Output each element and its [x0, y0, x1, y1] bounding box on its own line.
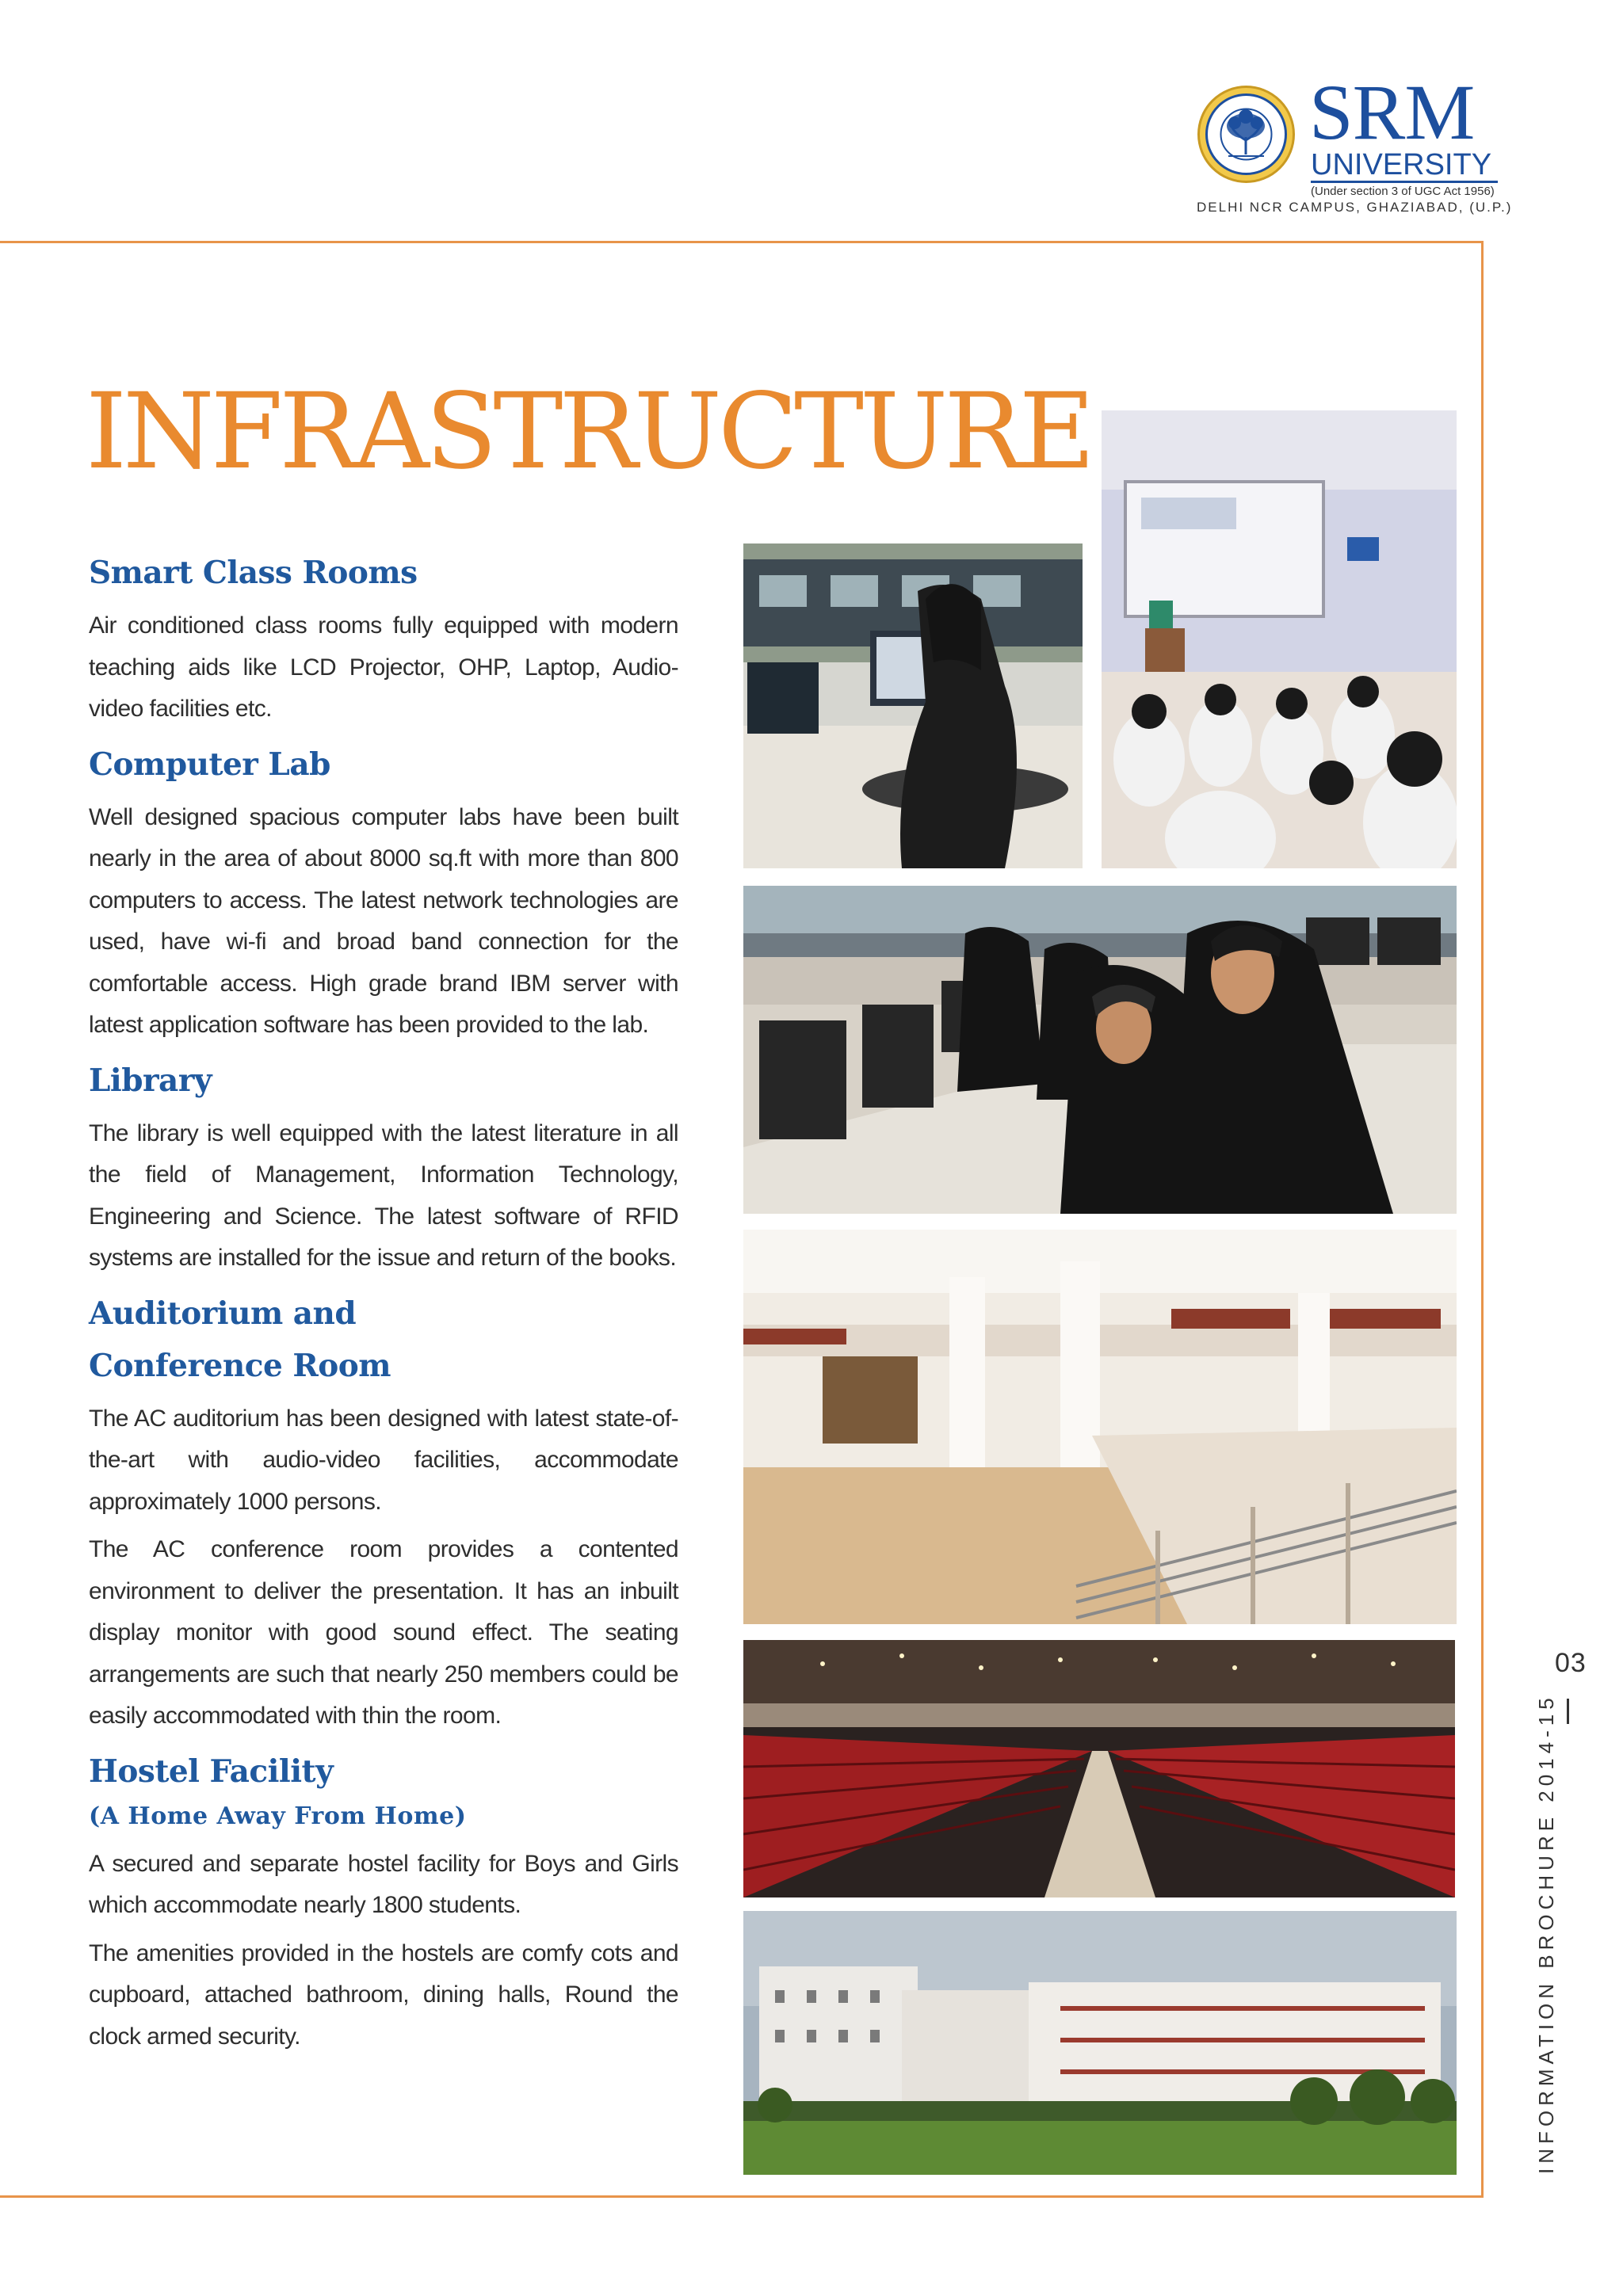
heading-auditorium-1: Auditorium and: [89, 1295, 357, 1332]
brand-campus: DELHI NCR CAMPUS, GHAZIABAD, (U.P.): [1197, 200, 1513, 215]
university-logo: [1197, 68, 1513, 219]
paragraph-conference-room: The AC conference room provides a contented environment to deliver the presentation. It has an inbuilt display monitor with good sound effect. The seating arrangements are such that nearly 250 members could be easily accommodated with thin the room.: [89, 1536, 678, 1729]
subheading-hostel: (A Home Away From Home): [89, 1802, 467, 1830]
brand-university: UNIVERSITY: [1311, 149, 1498, 183]
brand-srm: SRM: [1309, 68, 1475, 156]
photo-computer-lab: [743, 886, 1457, 1214]
photo-hostel-building: [743, 1911, 1457, 2175]
heading-auditorium-2: Conference Room: [89, 1347, 391, 1384]
text-column: [89, 547, 678, 2058]
page-number-divider: [1567, 1699, 1569, 1724]
photo-smart-classroom: [1102, 410, 1457, 868]
paragraph-hostel-2: The amenities provided in the hostels are comfy cots and cupboard, attached bathroom, dining halls, Round the clock armed security.: [89, 1939, 678, 2050]
brand-act-note: (Under section 3 of UGC Act 1956): [1311, 185, 1495, 198]
heading-hostel-facility: Hostel Facility: [89, 1753, 334, 1790]
photo-student-at-computer: [743, 543, 1083, 868]
frame-right-rule: [1481, 241, 1484, 2198]
page-title: INFRASTRUCTURE: [86, 371, 1092, 493]
heading-smart-class-rooms: Smart Class Rooms: [89, 555, 418, 591]
frame-top-rule: [0, 241, 1484, 243]
paragraph-library: The library is well equipped with the latest literature in all the field of Management, Information Technology, Engineering and Science. The latest software of RFID systems are installed for the issue and return of the books.: [89, 1119, 678, 1271]
paragraph-auditorium: The AC auditorium has been designed with latest state-of-the-art with audio-video facilities, accommodate approximately 1000 persons.: [89, 1405, 678, 1515]
brochure-side-label: INFORMATION BROCHURE 2014-15: [1534, 1693, 1558, 2174]
paragraph-smart-class-rooms: Air conditioned class rooms fully equipped with modern teaching aids like LCD Projector, OHP, Laptop, Audio-video facilities etc.: [89, 612, 678, 722]
page-number: 03: [1555, 1648, 1587, 1678]
university-seal-icon: [1197, 85, 1296, 184]
photo-library-atrium: [743, 1230, 1457, 1624]
heading-library: Library: [89, 1062, 212, 1099]
paragraph-computer-lab: Well designed spacious computer labs have been built nearly in the area of about 8000 sq.ft with more than 800 computers to access. The latest network technologies are used, have wi-fi and broad band connection for the comfortable access. High grade brand IBM server with latest application software has been provided to the lab.: [89, 803, 678, 1038]
photo-auditorium: [743, 1640, 1455, 1897]
paragraph-hostel-1: A secured and separate hostel facility for Boys and Girls which accommodate nearly 1800 students.: [89, 1850, 678, 1918]
frame-bottom-rule: [0, 2195, 1484, 2198]
heading-computer-lab: Computer Lab: [89, 746, 330, 783]
